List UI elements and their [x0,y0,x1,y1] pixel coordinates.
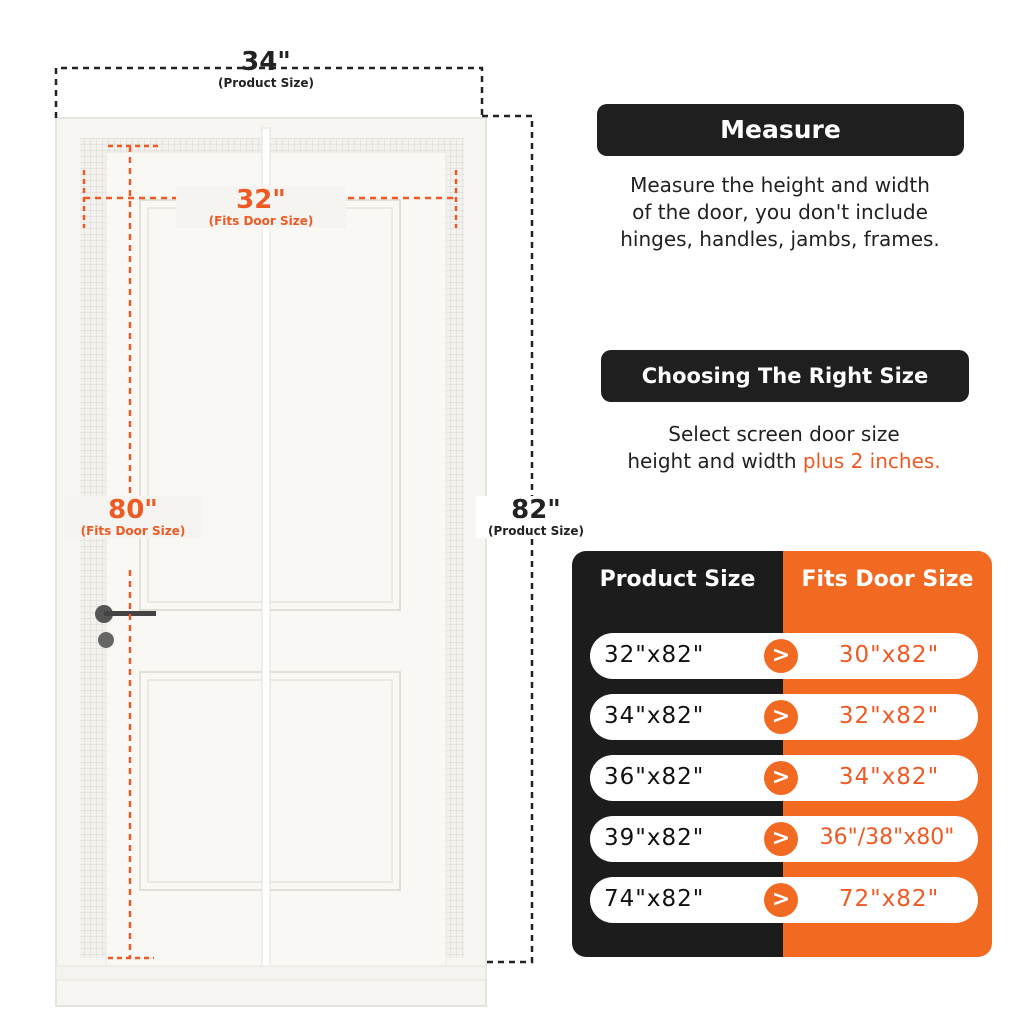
measure-description [580,172,980,253]
right-dimension-line [482,116,532,962]
fits-size-cell: 36"/38"x80" [819,825,955,850]
product-size-cell: 32"x82" [604,642,705,668]
arrow-right-icon: > [764,639,798,673]
lock-knob [98,632,114,648]
top-width-label [168,48,364,90]
top-width-value: 34" [241,47,291,77]
fits-size-cell: 30"x82" [838,642,940,668]
product-size-cell: 34"x82" [604,703,705,729]
product-size-cell: 36"x82" [604,764,705,790]
table-row [590,816,978,862]
choosing-line-2 [580,448,988,475]
measure-title: Measure [597,104,964,156]
inner-height-caption: (Fits Door Size) [80,524,186,538]
fits-size-cell: 72"x82" [838,886,940,912]
inner-width-value: 32" [236,185,286,215]
table-row [590,755,978,801]
inner-height-label [64,496,202,538]
inner-width-caption: (Fits Door Size) [208,214,314,228]
inner-height-value: 80" [108,495,158,525]
header-product-size: Product Size [599,567,756,592]
choosing-title: Choosing The Right Size [601,350,969,402]
fits-size-cell: 32"x82" [838,703,940,729]
table-row [590,877,978,923]
outer-height-caption: (Product Size) [488,524,584,538]
outer-height-label [476,496,596,538]
table-row [590,694,978,740]
product-size-cell: 39"x82" [604,825,705,851]
arrow-right-icon: > [764,883,798,917]
fits-size-cell: 34"x82" [838,764,940,790]
arrow-right-icon: > [764,761,798,795]
choosing-accent-text: plus 2 inches. [802,449,941,473]
choosing-description [580,421,988,475]
inner-width-label [176,186,346,228]
measure-line-1: Measure the height and width [630,173,930,197]
measure-line-2: of the door, you don't include [632,200,928,224]
outer-height-value: 82" [511,495,561,525]
arrow-right-icon: > [764,822,798,856]
table-row [590,633,978,679]
header-fits-door-size: Fits Door Size [801,567,974,592]
top-width-caption: (Product Size) [218,76,314,90]
choosing-line-2-prefix: height and width [627,449,803,473]
size-table [572,551,992,957]
product-size-cell: 74"x82" [604,886,705,912]
choosing-line-1: Select screen door size [668,422,900,446]
measure-line-3: hinges, handles, jambs, frames. [620,227,940,251]
center-seam [262,128,270,966]
arrow-right-icon: > [764,700,798,734]
